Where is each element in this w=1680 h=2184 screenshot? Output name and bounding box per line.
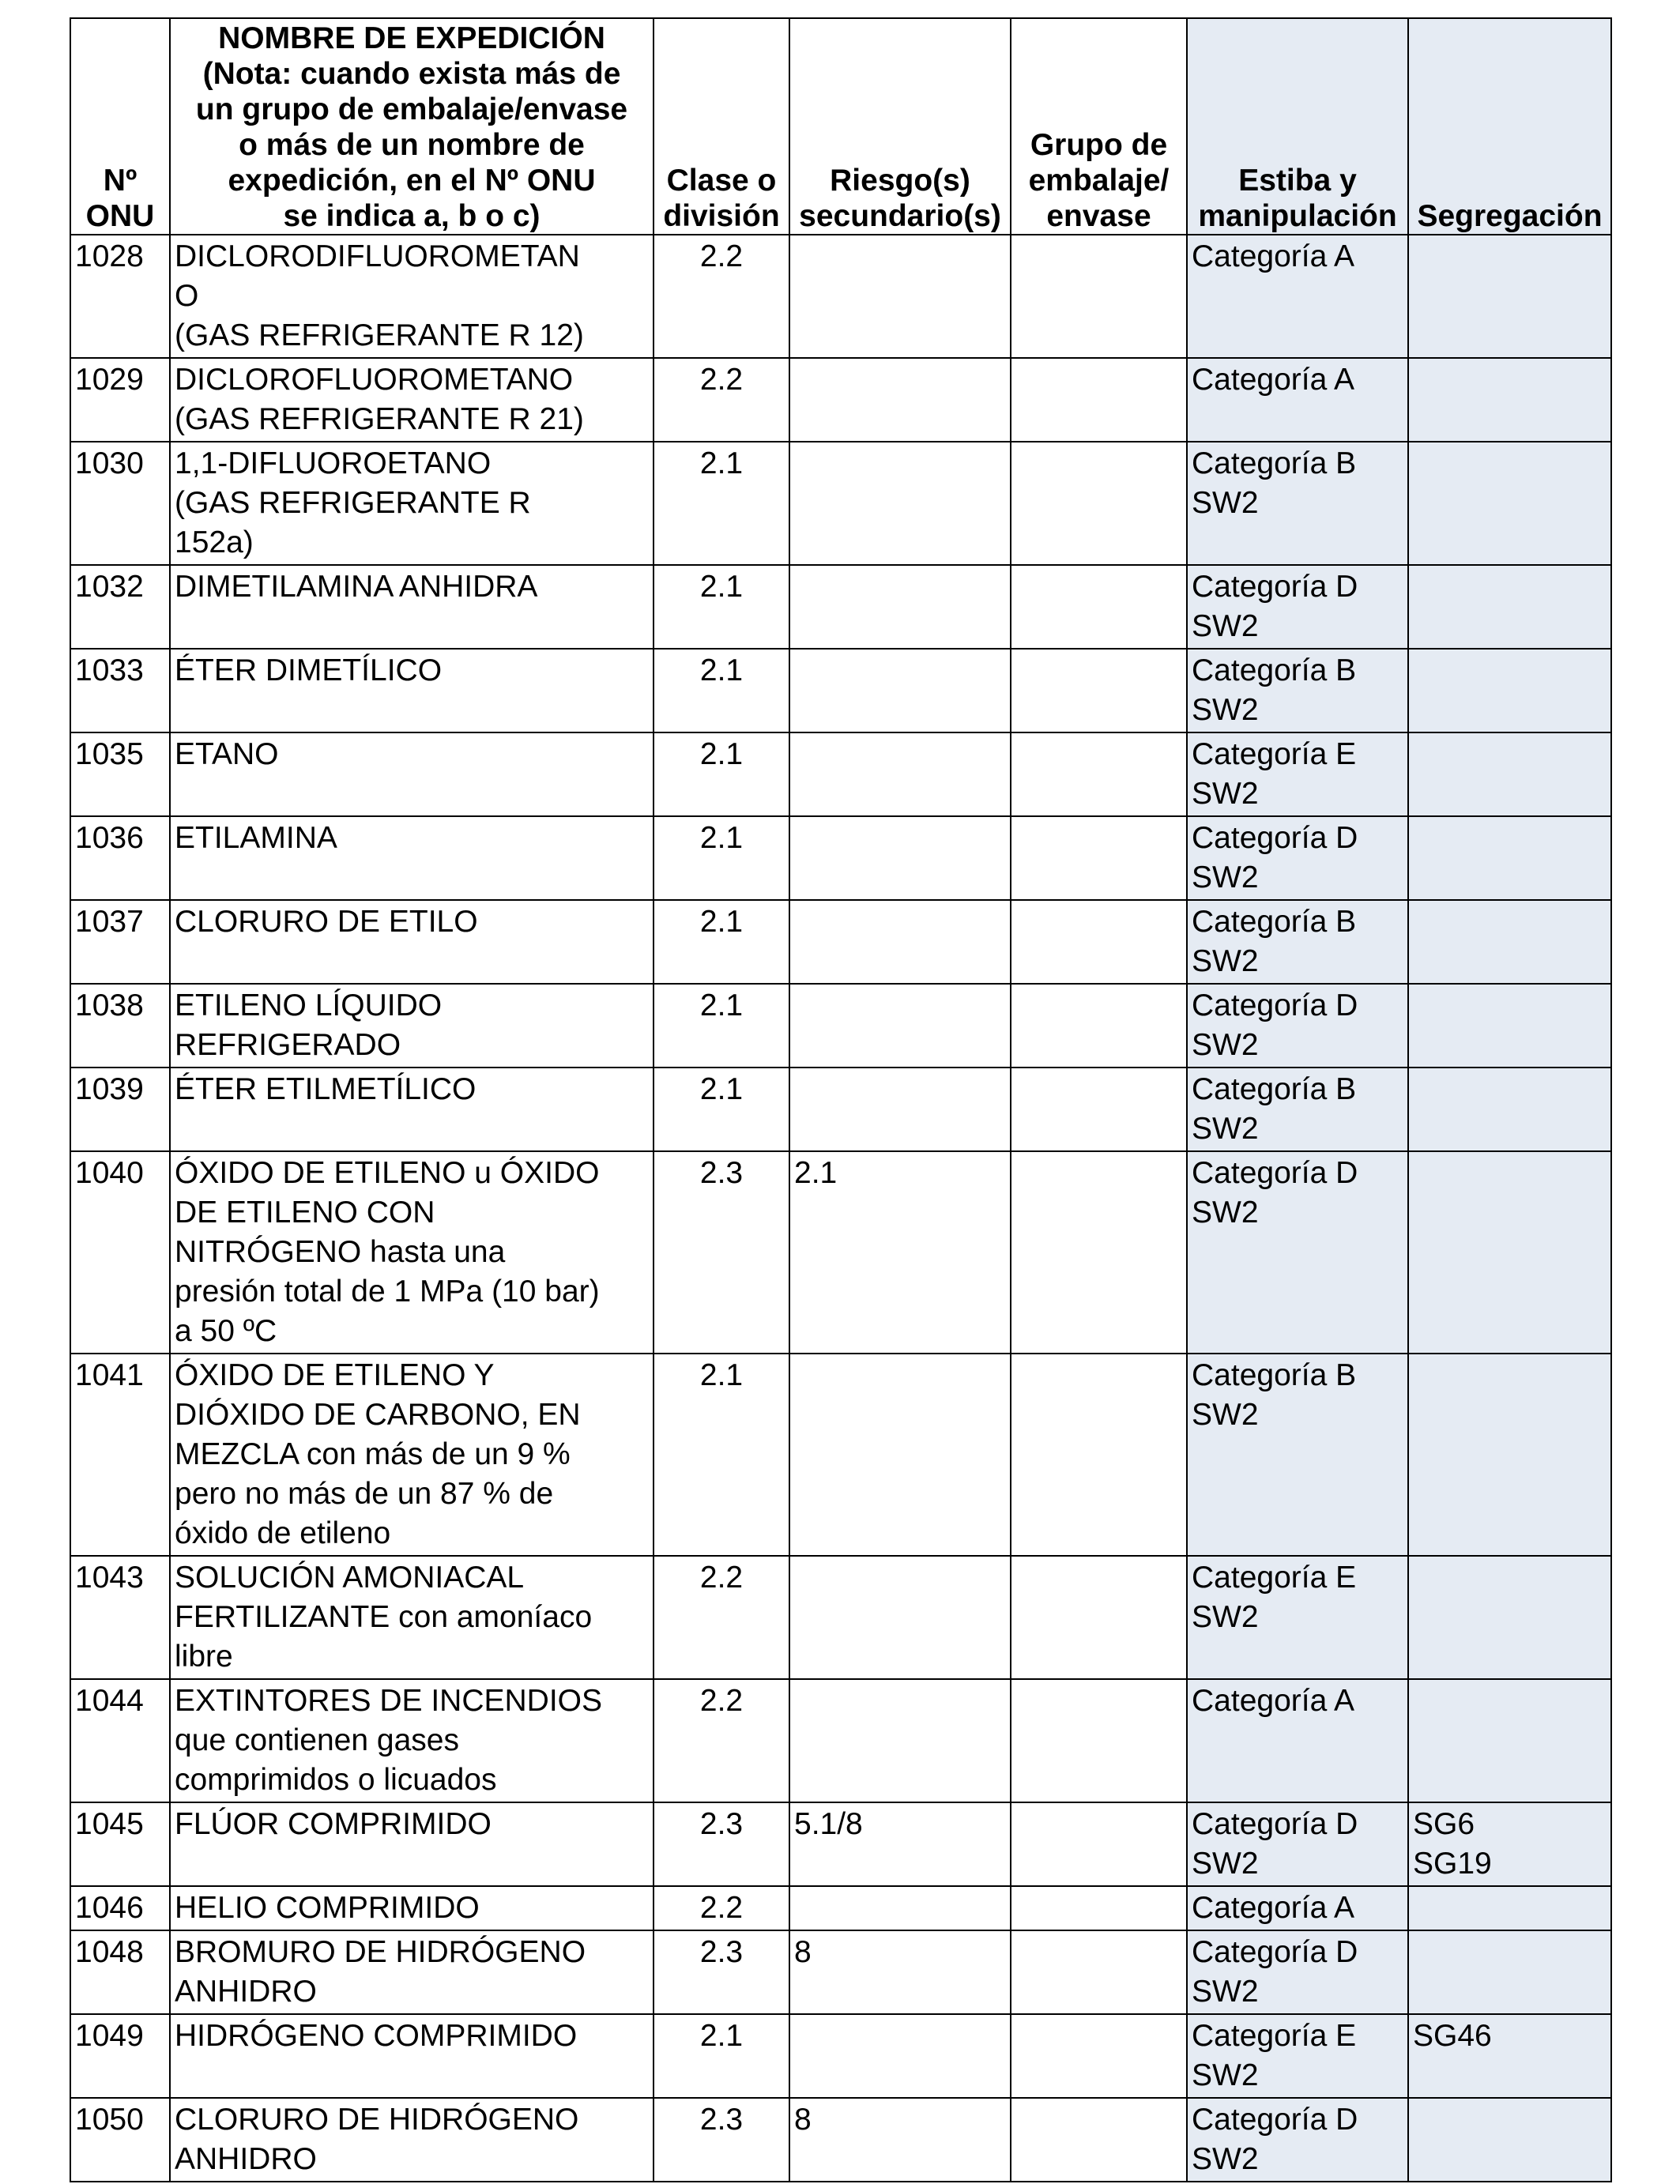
text-line: (GAS REFRIGERANTE R xyxy=(175,486,531,520)
cell-shipping-name xyxy=(170,1354,654,1556)
cell-stowage xyxy=(1187,732,1408,816)
cell-packing-group xyxy=(1011,732,1187,816)
cell-packing-group xyxy=(1011,358,1187,442)
text-line: SW2 xyxy=(1192,1600,1259,1634)
text-line: ÓXIDO DE ETILENO Y xyxy=(175,1358,495,1392)
text-line: división xyxy=(663,199,780,233)
cell-packing-group xyxy=(1011,1068,1187,1151)
text-line: REFRIGERADO xyxy=(175,1028,401,1062)
text-line: embalaje/ xyxy=(1028,164,1170,198)
text-line: Categoría B xyxy=(1192,1358,1357,1392)
table-row xyxy=(70,358,1611,442)
table-row xyxy=(70,235,1611,358)
cell-class: 2.1 xyxy=(654,2014,789,2098)
text-line: DICLOROFLUOROMETANO xyxy=(175,363,574,397)
cell-class: 2.1 xyxy=(654,1354,789,1556)
cell-onu: 1043 xyxy=(70,1556,170,1679)
text-line: (Nota: cuando exista más de xyxy=(202,57,621,91)
text-line: DICLORODIFLUOROMETAN xyxy=(175,239,580,273)
cell-onu: 1032 xyxy=(70,565,170,649)
cell-class: 2.3 xyxy=(654,1802,789,1886)
text-line: secundario(s) xyxy=(799,199,1001,233)
table-row xyxy=(70,816,1611,900)
cell-segregation xyxy=(1408,1802,1611,1886)
cell-segregation xyxy=(1408,1068,1611,1151)
cell-packing-group xyxy=(1011,442,1187,565)
cell-stowage xyxy=(1187,2014,1408,2098)
cell-segregation xyxy=(1408,984,1611,1068)
text-line: NITRÓGENO hasta una xyxy=(175,1235,506,1269)
text-line: Grupo de xyxy=(1030,128,1168,162)
cell-shipping-name xyxy=(170,1886,654,1930)
table-row xyxy=(70,1679,1611,1802)
cell-stowage xyxy=(1187,816,1408,900)
cell-onu: 1036 xyxy=(70,816,170,900)
text-line: Categoría D xyxy=(1192,1156,1358,1190)
cell-onu: 1030 xyxy=(70,442,170,565)
text-line: expedición, en el Nº ONU xyxy=(228,164,596,198)
cell-onu: 1038 xyxy=(70,984,170,1068)
cell-class: 2.1 xyxy=(654,442,789,565)
cell-class: 2.2 xyxy=(654,235,789,358)
cell-shipping-name xyxy=(170,900,654,984)
cell-onu: 1044 xyxy=(70,1679,170,1802)
cell-segregation xyxy=(1408,1354,1611,1556)
text-line: se indica a, b o c) xyxy=(283,199,541,233)
cell-packing-group xyxy=(1011,1354,1187,1556)
cell-secondary-risk xyxy=(789,984,1011,1068)
cell-onu: 1033 xyxy=(70,649,170,732)
table-row xyxy=(70,1556,1611,1679)
text-line: NOMBRE DE EXPEDICIÓN xyxy=(218,21,605,55)
text-line: SG46 xyxy=(1413,2019,1492,2053)
cell-shipping-name xyxy=(170,649,654,732)
text-line: DE ETILENO CON xyxy=(175,1196,435,1229)
cell-class: 2.1 xyxy=(654,900,789,984)
table-row xyxy=(70,2014,1611,2098)
cell-segregation xyxy=(1408,1886,1611,1930)
text-line: Estiba y xyxy=(1238,164,1357,198)
text-line: 1,1-DIFLUOROETANO xyxy=(175,446,492,480)
text-line: Categoría A xyxy=(1192,363,1354,397)
cell-packing-group xyxy=(1011,1556,1187,1679)
cell-shipping-name xyxy=(170,1151,654,1354)
cell-stowage xyxy=(1187,1886,1408,1930)
cell-shipping-name xyxy=(170,1930,654,2014)
text-line: EXTINTORES DE INCENDIOS xyxy=(175,1684,603,1718)
text-line: SW2 xyxy=(1192,2142,1259,2176)
text-line: FERTILIZANTE con amoníaco xyxy=(175,1600,593,1634)
text-line: Categoría D xyxy=(1192,1935,1358,1969)
text-line: ANHIDRO xyxy=(175,1975,317,2009)
text-line: ETILENO LÍQUIDO xyxy=(175,988,443,1022)
text-line: BROMURO DE HIDRÓGENO xyxy=(175,1935,586,1969)
cell-secondary-risk xyxy=(789,442,1011,565)
cell-class: 2.3 xyxy=(654,1930,789,2014)
text-line: ETILAMINA xyxy=(175,821,337,855)
cell-stowage xyxy=(1187,442,1408,565)
cell-stowage xyxy=(1187,2098,1408,2182)
cell-secondary-risk: 8 xyxy=(789,2098,1011,2182)
cell-secondary-risk xyxy=(789,2014,1011,2098)
text-line: DIÓXIDO DE CARBONO, EN xyxy=(175,1398,581,1432)
text-line: SW2 xyxy=(1192,1975,1259,2009)
text-line: Riesgo(s) xyxy=(830,164,970,198)
cell-packing-group xyxy=(1011,900,1187,984)
table-row xyxy=(70,2098,1611,2182)
cell-segregation xyxy=(1408,2014,1611,2098)
cell-shipping-name xyxy=(170,1068,654,1151)
cell-secondary-risk xyxy=(789,900,1011,984)
text-line: SW2 xyxy=(1192,777,1259,811)
text-line: SW2 xyxy=(1192,1028,1259,1062)
cell-stowage xyxy=(1187,900,1408,984)
cell-shipping-name xyxy=(170,732,654,816)
text-line: (GAS REFRIGERANTE R 12) xyxy=(175,318,584,352)
text-line: ETANO xyxy=(175,737,279,771)
cell-stowage xyxy=(1187,1802,1408,1886)
cell-shipping-name xyxy=(170,816,654,900)
text-line: SW2 xyxy=(1192,1112,1259,1146)
cell-stowage xyxy=(1187,565,1408,649)
text-line: ÉTER ETILMETÍLICO xyxy=(175,1072,477,1106)
cell-secondary-risk xyxy=(789,565,1011,649)
table-row xyxy=(70,649,1611,732)
cell-shipping-name xyxy=(170,984,654,1068)
cell-stowage xyxy=(1187,1354,1408,1556)
text-line: Categoría D xyxy=(1192,988,1358,1022)
text-line: Categoría D xyxy=(1192,1807,1358,1841)
header-secondary-risk xyxy=(789,18,1011,235)
cell-class: 2.1 xyxy=(654,984,789,1068)
cell-class: 2.3 xyxy=(654,1151,789,1354)
cell-onu: 1041 xyxy=(70,1354,170,1556)
text-line: FLÚOR COMPRIMIDO xyxy=(175,1807,492,1841)
text-line: ANHIDRO xyxy=(175,2142,317,2176)
text-line: Categoría A xyxy=(1192,1684,1354,1718)
cell-segregation xyxy=(1408,732,1611,816)
table-row xyxy=(70,1151,1611,1354)
text-line: Categoría E xyxy=(1192,737,1357,771)
cell-secondary-risk xyxy=(789,1556,1011,1679)
cell-class: 2.2 xyxy=(654,1679,789,1802)
cell-onu: 1046 xyxy=(70,1886,170,1930)
cell-shipping-name xyxy=(170,442,654,565)
cell-segregation xyxy=(1408,442,1611,565)
cell-onu: 1039 xyxy=(70,1068,170,1151)
cell-onu: 1045 xyxy=(70,1802,170,1886)
cell-class: 2.2 xyxy=(654,1886,789,1930)
cell-packing-group xyxy=(1011,1679,1187,1802)
cell-onu: 1028 xyxy=(70,235,170,358)
cell-class: 2.2 xyxy=(654,1556,789,1679)
text-line: comprimidos o licuados xyxy=(175,1763,497,1797)
cell-class: 2.1 xyxy=(654,649,789,732)
cell-secondary-risk xyxy=(789,1679,1011,1802)
text-line: pero no más de un 87 % de xyxy=(175,1477,554,1511)
cell-class: 2.3 xyxy=(654,2098,789,2182)
cell-segregation xyxy=(1408,1679,1611,1802)
cell-segregation xyxy=(1408,358,1611,442)
text-line: Categoría D xyxy=(1192,821,1358,855)
table-row xyxy=(70,1354,1611,1556)
cell-stowage xyxy=(1187,1151,1408,1354)
cell-shipping-name xyxy=(170,565,654,649)
text-line: SW2 xyxy=(1192,1398,1259,1432)
cell-class: 2.1 xyxy=(654,816,789,900)
cell-shipping-name xyxy=(170,1802,654,1886)
cell-onu: 1040 xyxy=(70,1151,170,1354)
text-line: SW2 xyxy=(1192,486,1259,520)
cell-packing-group xyxy=(1011,984,1187,1068)
text-line: ONU xyxy=(85,199,155,233)
text-line: HELIO COMPRIMIDO xyxy=(175,1891,480,1925)
text-line: o más de un nombre de xyxy=(239,128,585,162)
table-row xyxy=(70,565,1611,649)
text-line: SW2 xyxy=(1192,609,1259,643)
text-line: DIMETILAMINA ANHIDRA xyxy=(175,570,538,604)
text-line: 152a) xyxy=(175,525,254,559)
text-line: SOLUCIÓN AMONIACAL xyxy=(175,1561,525,1595)
cell-onu: 1037 xyxy=(70,900,170,984)
text-line: Clase o xyxy=(666,164,777,198)
text-line: que contienen gases xyxy=(175,1723,459,1757)
cell-secondary-risk xyxy=(789,358,1011,442)
cell-shipping-name xyxy=(170,358,654,442)
cell-stowage xyxy=(1187,235,1408,358)
table-body xyxy=(70,235,1611,2182)
text-line: a 50 ºC xyxy=(175,1314,277,1348)
table-row xyxy=(70,1886,1611,1930)
cell-onu: 1029 xyxy=(70,358,170,442)
cell-stowage xyxy=(1187,1068,1408,1151)
text-line: SG6 xyxy=(1413,1807,1475,1841)
header-class xyxy=(654,18,789,235)
text-line: Categoría E xyxy=(1192,2019,1357,2053)
cell-stowage xyxy=(1187,1930,1408,2014)
text-line: SW2 xyxy=(1192,860,1259,894)
text-line: Categoría B xyxy=(1192,446,1357,480)
cell-shipping-name xyxy=(170,235,654,358)
text-line: Categoría D xyxy=(1192,2103,1358,2137)
cell-packing-group xyxy=(1011,565,1187,649)
text-line: manipulación xyxy=(1198,199,1397,233)
cell-onu: 1049 xyxy=(70,2014,170,2098)
table-row xyxy=(70,442,1611,565)
cell-packing-group xyxy=(1011,649,1187,732)
header-onu xyxy=(70,18,170,235)
text-line: envase xyxy=(1046,199,1151,233)
cell-shipping-name xyxy=(170,2098,654,2182)
cell-secondary-risk xyxy=(789,732,1011,816)
cell-packing-group xyxy=(1011,1802,1187,1886)
cell-onu: 1048 xyxy=(70,1930,170,2014)
table-row xyxy=(70,1802,1611,1886)
text-line: Categoría B xyxy=(1192,653,1357,687)
cell-packing-group xyxy=(1011,1886,1187,1930)
text-line: SW2 xyxy=(1192,944,1259,978)
cell-stowage xyxy=(1187,649,1408,732)
text-line: SW2 xyxy=(1192,1196,1259,1229)
text-line: HIDRÓGENO COMPRIMIDO xyxy=(175,2019,578,2053)
cell-stowage xyxy=(1187,1679,1408,1802)
header-stowage xyxy=(1187,18,1408,235)
cell-segregation xyxy=(1408,1556,1611,1679)
cell-onu: 1035 xyxy=(70,732,170,816)
cell-shipping-name xyxy=(170,1679,654,1802)
cell-packing-group xyxy=(1011,1930,1187,2014)
cell-packing-group xyxy=(1011,816,1187,900)
text-line: Nº xyxy=(103,164,137,198)
cell-packing-group xyxy=(1011,2098,1187,2182)
text-line: Categoría A xyxy=(1192,239,1354,273)
text-line: Categoría A xyxy=(1192,1891,1354,1925)
cell-secondary-risk xyxy=(789,649,1011,732)
cell-segregation xyxy=(1408,1930,1611,2014)
cell-packing-group xyxy=(1011,2014,1187,2098)
text-line: ÉTER DIMETÍLICO xyxy=(175,653,443,687)
cell-stowage xyxy=(1187,984,1408,1068)
text-line: SW2 xyxy=(1192,2058,1259,2092)
cell-stowage xyxy=(1187,1556,1408,1679)
cell-class: 2.2 xyxy=(654,358,789,442)
text-line: Categoría D xyxy=(1192,570,1358,604)
cell-segregation xyxy=(1408,2098,1611,2182)
cell-secondary-risk: 8 xyxy=(789,1930,1011,2014)
table-row xyxy=(70,1068,1611,1151)
text-line: (GAS REFRIGERANTE R 21) xyxy=(175,402,584,436)
text-line: libre xyxy=(175,1640,233,1674)
table-row xyxy=(70,984,1611,1068)
table-row xyxy=(70,1930,1611,2014)
cell-shipping-name xyxy=(170,2014,654,2098)
cell-segregation xyxy=(1408,565,1611,649)
text-line: un grupo de embalaje/envase xyxy=(195,92,628,126)
cell-secondary-risk xyxy=(789,816,1011,900)
dangerous-goods-table xyxy=(70,17,1612,2182)
text-line: Categoría B xyxy=(1192,905,1357,939)
text-line: presión total de 1 MPa (10 bar) xyxy=(175,1275,600,1309)
text-line: Segregación xyxy=(1417,199,1603,233)
cell-segregation xyxy=(1408,1151,1611,1354)
header-row xyxy=(70,18,1611,235)
cell-packing-group xyxy=(1011,1151,1187,1354)
cell-secondary-risk xyxy=(789,1068,1011,1151)
text-line: SW2 xyxy=(1192,1847,1259,1881)
text-line: CLORURO DE HIDRÓGENO xyxy=(175,2103,579,2137)
text-line: Categoría B xyxy=(1192,1072,1357,1106)
text-line: SG19 xyxy=(1413,1847,1492,1881)
text-line: ÓXIDO DE ETILENO u ÓXIDO xyxy=(175,1156,600,1190)
text-line: O xyxy=(175,279,199,313)
cell-segregation xyxy=(1408,235,1611,358)
text-line: MEZCLA con más de un 9 % xyxy=(175,1437,571,1471)
cell-secondary-risk xyxy=(789,235,1011,358)
cell-class: 2.1 xyxy=(654,1068,789,1151)
cell-shipping-name xyxy=(170,1556,654,1679)
table-row xyxy=(70,732,1611,816)
header-shipping-name xyxy=(170,18,654,235)
cell-class: 2.1 xyxy=(654,565,789,649)
cell-segregation xyxy=(1408,900,1611,984)
text-line: Categoría E xyxy=(1192,1561,1357,1595)
header-segregation xyxy=(1408,18,1611,235)
cell-segregation xyxy=(1408,649,1611,732)
header-packing-group xyxy=(1011,18,1187,235)
table-row xyxy=(70,900,1611,984)
cell-secondary-risk: 5.1/8 xyxy=(789,1802,1011,1886)
text-line: CLORURO DE ETILO xyxy=(175,905,478,939)
cell-secondary-risk xyxy=(789,1354,1011,1556)
cell-segregation xyxy=(1408,816,1611,900)
cell-packing-group xyxy=(1011,235,1187,358)
cell-stowage xyxy=(1187,358,1408,442)
text-line: SW2 xyxy=(1192,693,1259,727)
cell-secondary-risk: 2.1 xyxy=(789,1151,1011,1354)
cell-secondary-risk xyxy=(789,1886,1011,1930)
text-line: óxido de etileno xyxy=(175,1516,391,1550)
cell-class: 2.1 xyxy=(654,732,789,816)
cell-onu: 1050 xyxy=(70,2098,170,2182)
